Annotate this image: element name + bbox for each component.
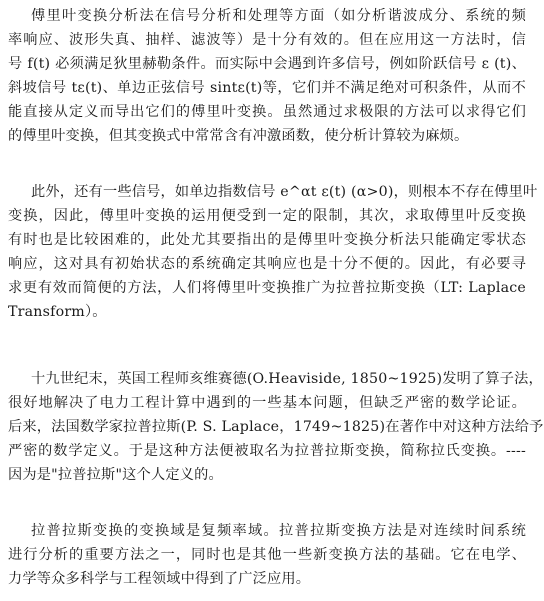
paragraph-line: 后来，法国数学家拉普拉斯(P. S. Laplace，1749~1825)在著作中对这种方法给予 (8, 419, 544, 435)
paragraph-line: 有时也是比较困难的，此处尤其要指出的是傅里叶变换分析法只能确定零状态 (8, 232, 526, 248)
paragraph-line: 此外，还有一些信号，如单边指数信号 e^αt ε(t) (α>0)，则根本不存在傅里叶 (31, 184, 538, 200)
paragraph-line: 进行分析的重要方法之一，同时也是其他一些新变换方法的基础。它在电学、 (8, 547, 526, 563)
paragraph-line: 傅里叶变换分析法在信号分析和处理等方面（如分析谐波成分、系统的频 (31, 8, 526, 24)
paragraph-line: 求更有效而简便的方法，人们将傅里叶变换推广为拉普拉斯变换（LT: Laplace (8, 280, 526, 296)
paragraph-line: 能直接从定义而导出它们的傅里叶变换。虽然通过求极限的方法可以求得它们 (8, 104, 526, 120)
paragraph-line: Transform）。 (8, 304, 107, 320)
paragraph-line: 斜坡信号 tε(t)、单边正弦信号 sintε(t)等，它们并不满足绝对可积条件，从而不 (8, 80, 526, 96)
paragraph-line: 的傅里叶变换，但其变换式中常常含有冲激函数，使分析计算较为麻烦。 (8, 128, 469, 144)
paragraph-line: 响应，这对具有初始状态的系统确定其响应也是十分不便的。因此，有必要寻 (8, 256, 526, 272)
paragraph-line: 严密的数学定义。于是这种方法便被取名为拉普拉斯变换，简称拉氏变换。---- (8, 443, 526, 459)
paragraph-line: 率响应、波形失真、抽样、滤波等）是十分有效的。但在应用这一方法时，信 (8, 32, 526, 48)
paragraph-line: 很好地解决了电力工程计算中遇到的一些基本问题，但缺乏严密的数学论证。 (8, 395, 526, 411)
paragraph-line: 力学等众多科学与工程领域中得到了广泛应用。 (8, 571, 311, 587)
paragraph-line: 号 f(t) 必须满足狄里赫勒条件。而实际中会遇到许多信号，例如阶跃信号 ε (t)、 (8, 56, 526, 72)
paragraph-line: 拉普拉斯变换的变换域是复频率域。拉普拉斯变换方法是对连续时间系统 (31, 523, 526, 539)
paragraph-line: 十九世纪末，英国工程师亥维赛德(O.Heaviside, 1850~1925)发明了算子法， (31, 371, 543, 387)
paragraph-line: 变换，因此，傅里叶变换的运用便受到一定的限制，其次，求取傅里叶反变换 (8, 208, 526, 224)
paragraph-line: 因为是"拉普拉斯"这个人定义的。 (8, 467, 223, 483)
